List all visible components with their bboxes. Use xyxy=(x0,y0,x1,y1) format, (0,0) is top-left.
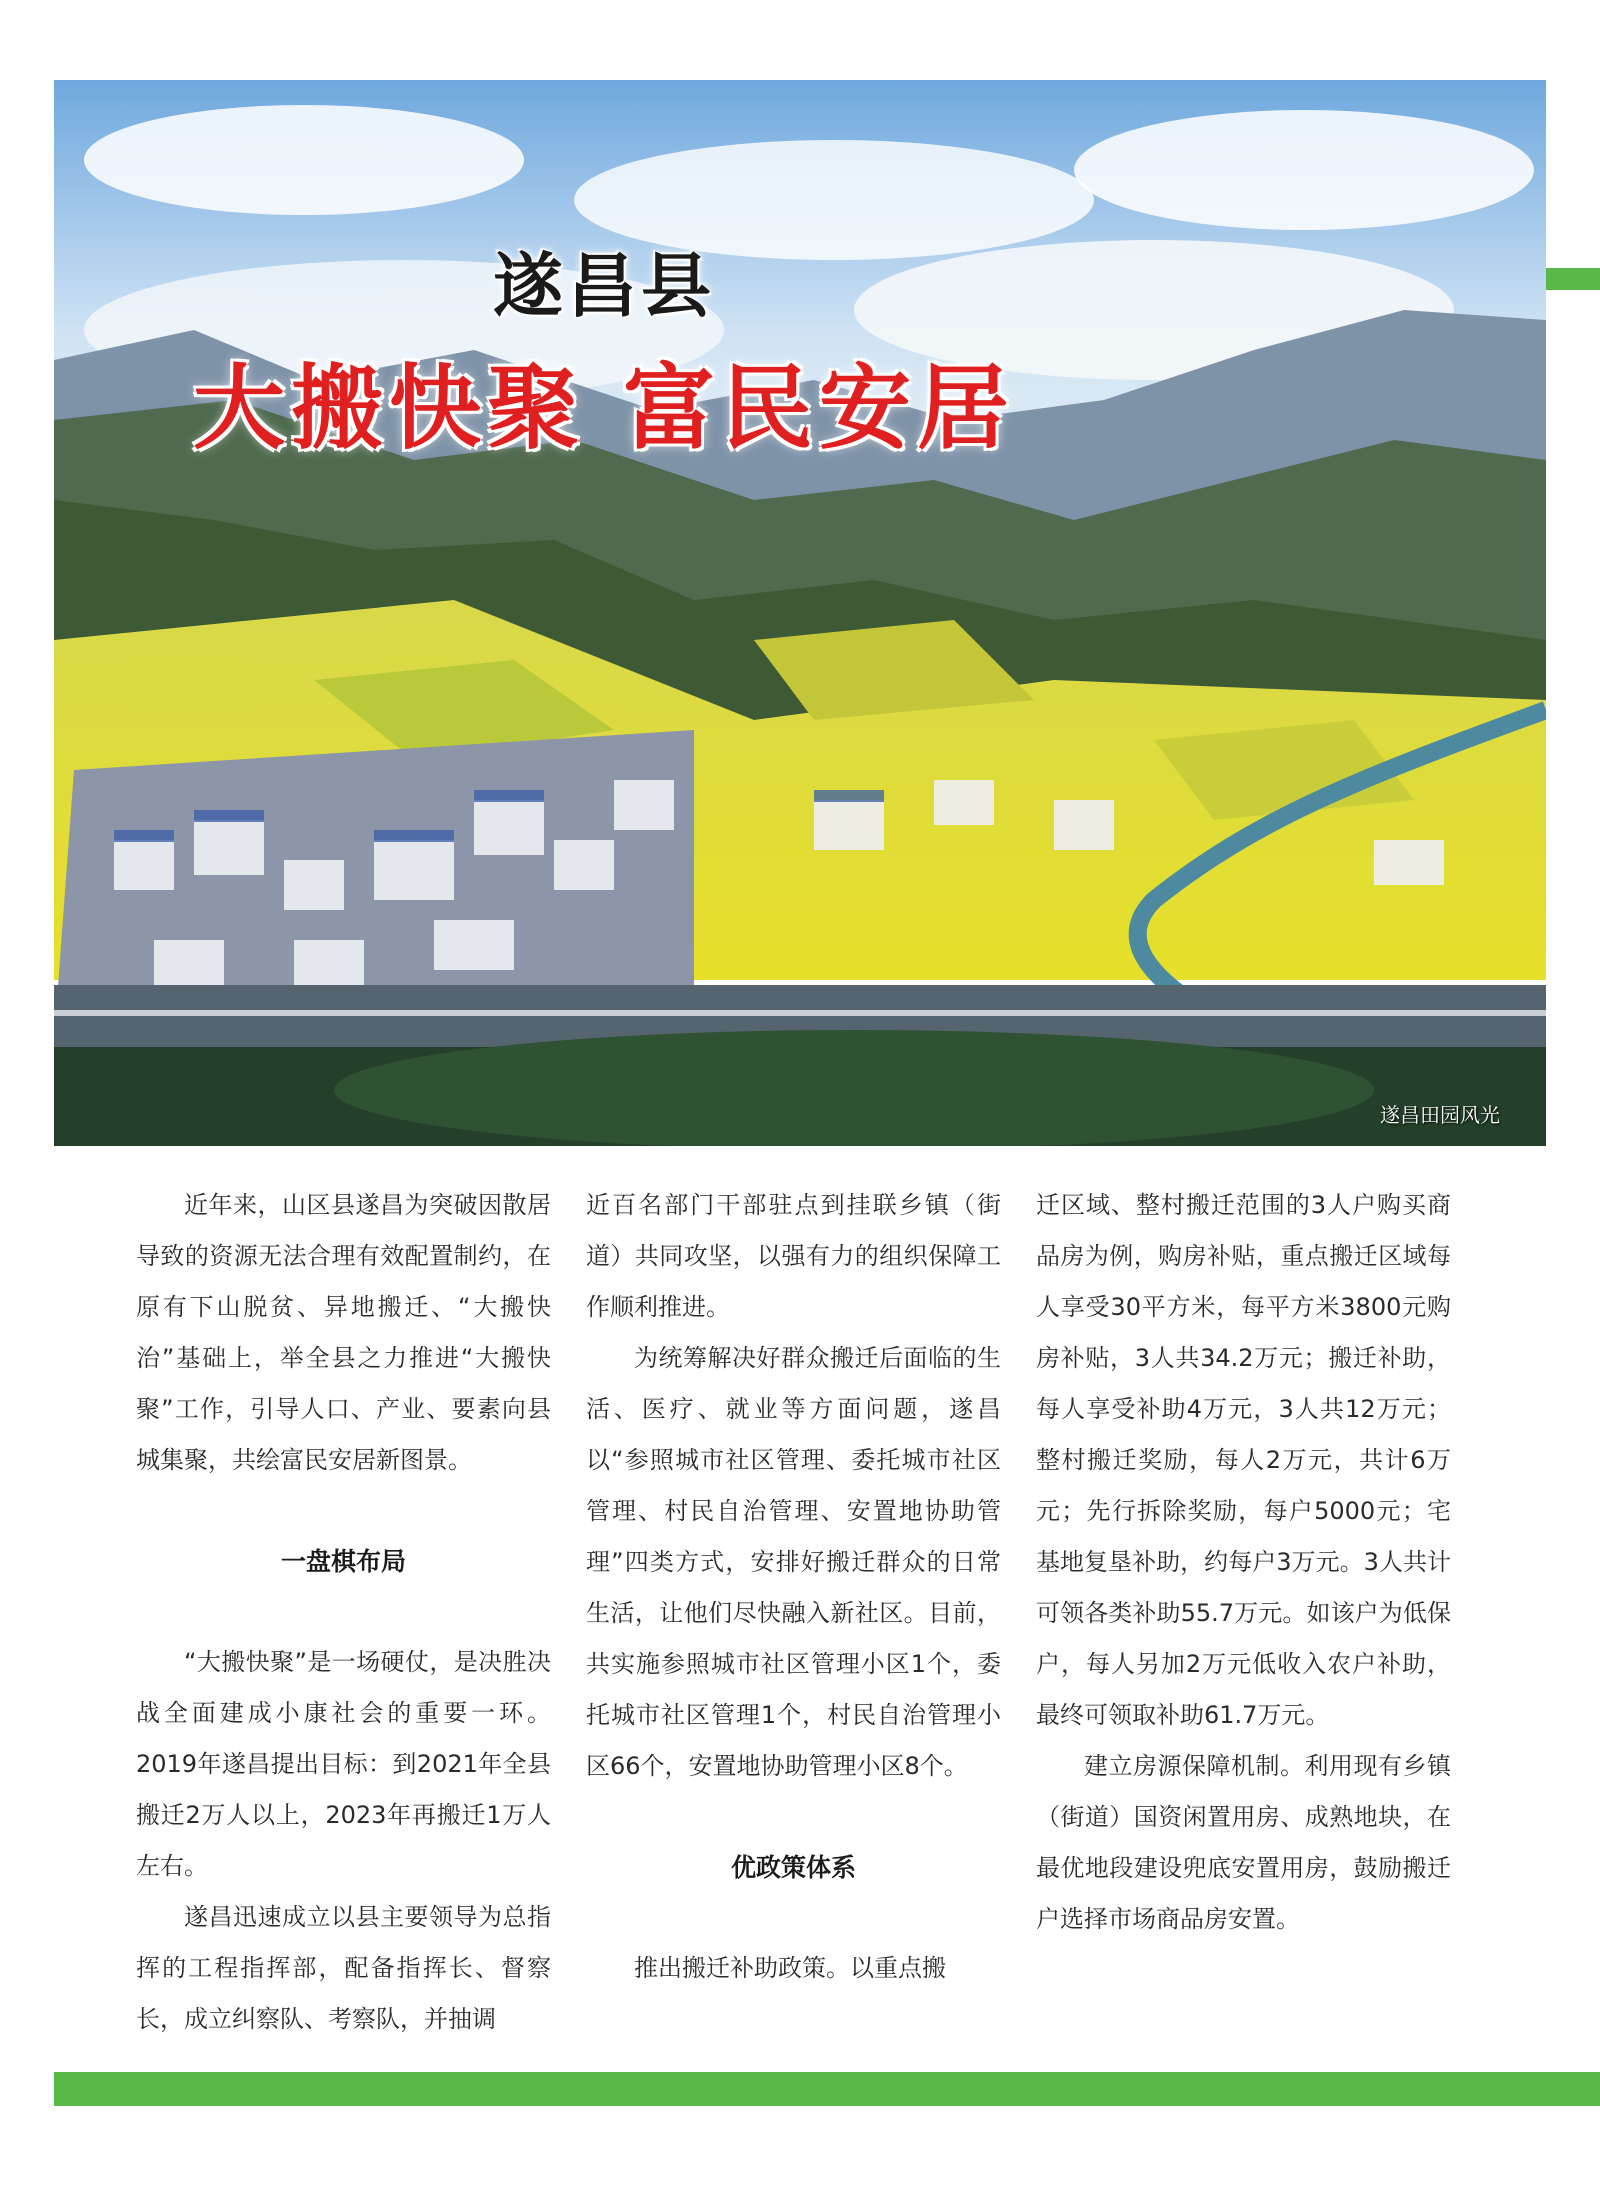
green-side-tab xyxy=(1546,268,1600,290)
article-column-1 xyxy=(136,1180,551,2045)
article-column-3 xyxy=(1036,1180,1451,1945)
photo-caption: 遂昌田园风光 xyxy=(1380,1103,1500,1127)
paragraph: 近百名部门干部驻点到挂联乡镇（街道）共同攻坚，以强有力的组织保障工作顺利推进。 xyxy=(586,1191,1001,1321)
paragraph: 建立房源保障机制。利用现有乡镇（街道）国资闲置用房、成熟地块，在最优地段建设兜底安置用房，鼓励搬迁户选择市场商品房安置。 xyxy=(1036,1752,1451,1933)
paragraph: “大搬快聚”是一场硬仗，是决胜决战全面建成小康社会的重要一环。2019年遂昌提出目标：到2021年全县搬迁2万人以上，2023年再搬迁1万人左右。 xyxy=(136,1648,551,1880)
hero-photo xyxy=(54,80,1546,1146)
paragraph: 迁区域、整村搬迁范围的3人户购买商品房为例，购房补贴，重点搬迁区域每人享受30平方米，每平方米3800元购房补贴，3人共34.2万元；搬迁补助，每人享受补助4万元，3人共12万元；整村搬迁奖励，每人2万元，共计6万元；先行拆除奖励，每户5000元；宅基地复垦补助，约每户3万元。3人共计可领各类补助55.7万元。如该户为低保户，每人另加2万元低收入农户补助，最终可领取补助61.7万元。 xyxy=(1036,1191,1451,1729)
paragraph: 推出搬迁补助政策。以重点搬 xyxy=(634,1954,946,1982)
paragraph: 为统筹解决好群众搬迁后面临的生活、医疗、就业等方面问题，遂昌以“参照城市社区管理、委托城市社区管理、村民自治管理、安置地协助管理”四类方式，安排好搬迁群众的日常生活，让他们尽快融入新社区。目前，共实施参照城市社区管理小区1个，委托城市社区管理1个，村民自治管理小区66个，安置地协助管理小区8个。 xyxy=(586,1344,1001,1780)
article-column-2 xyxy=(586,1180,1001,1994)
section-heading: 优政策体系 xyxy=(730,1853,856,1882)
paragraph: 近年来，山区县遂昌为突破因散居导致的资源无法合理有效配置制约，在原有下山脱贫、异地搬迁、“大搬快治”基础上，举全县之力推进“大搬快聚”工作，引导人口、产业、要素向县城集聚，共绘富民安居新图景。 xyxy=(136,1191,551,1474)
green-footer-bar xyxy=(54,2072,1600,2106)
section-heading: 一盘棋布局 xyxy=(280,1547,406,1576)
hero-title: 遂昌县 xyxy=(493,245,715,327)
paragraph: 遂昌迅速成立以县主要领导为总指挥的工程指挥部，配备指挥长、督察长，成立纠察队、考察队，并抽调 xyxy=(136,1903,551,2033)
hero-subtitle: 大搬快聚 富民安居 xyxy=(192,355,1016,462)
